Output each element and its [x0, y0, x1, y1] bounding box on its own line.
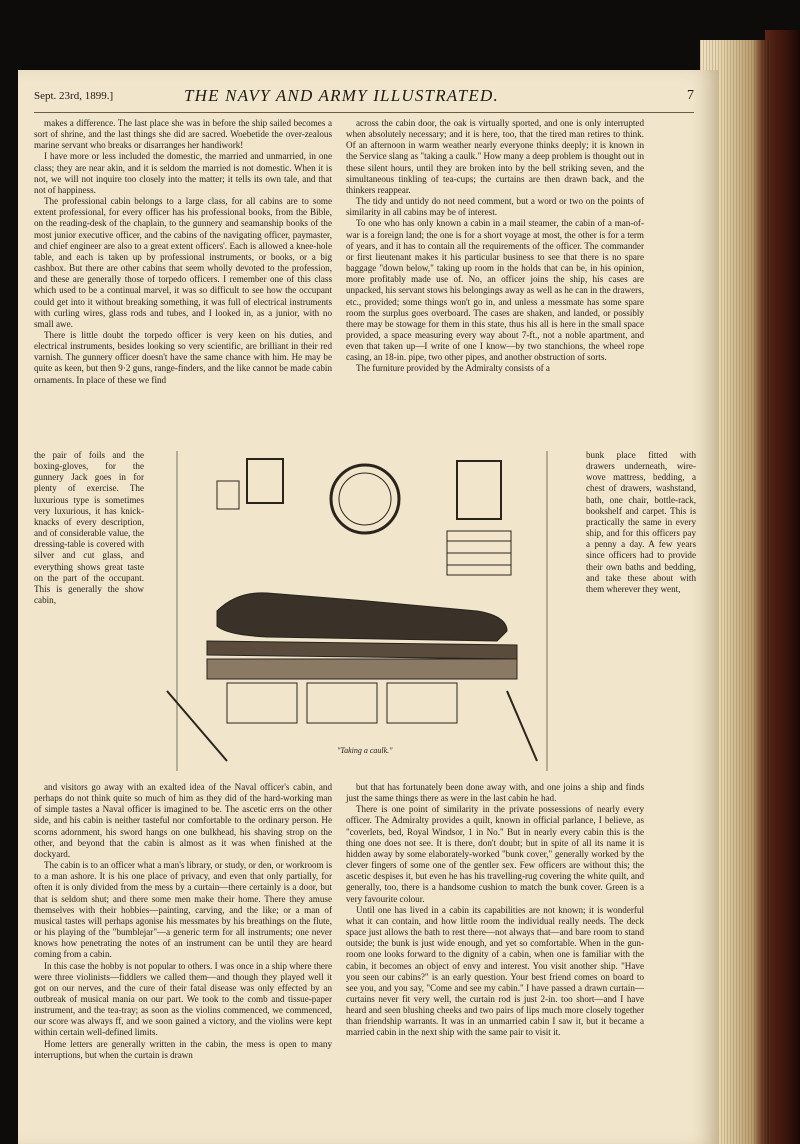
paragraph: The furniture provided by the Admiralty consists of a — [356, 363, 550, 374]
paragraph: The professional cabin belongs to a large class, for all cabins are to some extent professional, for every officer has his professional books, from the Bible, on the reading-desk of the chaplain, to the gunnery and seamanship books of the most junior executive officer, and the cabins of the navigating officer, paymaster, and chief engineer are also to a great extent officers'. Each is allowed a knee-hole table, and each is taken up by professional instruments, or books, or a big cashbox. But there are other cabins that seem wholly devoted to the profession, and these are generally those of torpedo officers. I remember one of this class which used to be a continual marvel, it was so difficult to see how the occupant could get into it without breaking something, it was full of electrical instruments with curling wires, glass rods and tubes, and I looked in, as a junior, with no small awe. — [34, 196, 332, 329]
header-rule — [34, 112, 694, 113]
paragraph: There is little doubt the torpedo officer is very keen on his duties, and electrical instruments, besides looking so very scientific, are brilliant in their red varnish. The gunnery officer doesn't have the same chance with him. He may be quite as keen, but then 9·2 guns, range-finders, and the like cannot be made cabin ornaments. In place of these we find — [34, 329, 332, 385]
left-column-bottom — [34, 782, 332, 1061]
paragraph: across the cabin door, the oak is virtually sported, and one is only interrupted when absolutely necessary; and it is here, too, that the tired man retires to think. Of an afternoon in warm weather nearly everyone thinks deeply; it is known in the Service slang as "taking a caulk." How many a deep problem is thought out in these silent hours, until they are broken into by the bell striking seven, and the simultaneous tinkling of tea-cups; the curtains are then drawn back, and the thinkers reappear. — [346, 118, 644, 195]
left-column-top — [34, 118, 332, 386]
header-title: THE NAVY AND ARMY ILLUSTRATED. — [184, 86, 499, 105]
paragraph: In this case the hobby is not popular to others. I was once in a ship where there were three violinists—fiddlers we called them—and though they played well it got on our nerves, and the cure of their fatal disease was only effected by an outbreak of musical mania on our part. We took to the comb and tissue-paper instrument, and the tea-tray; as soon as the violins commenced, we commenced, our score was always ff, and we soon gained a victory, and the violins were kept within certain well-defined limits. — [34, 960, 332, 1038]
paragraph: and visitors go away with an exalted idea of the Naval officer's cabin, and perhaps do not think quite so much of him as they did of the hard-working man of simple tastes a Naval officer is imagined to be. The ascetic errs on the other side, and his cabin is neither tasteful nor comfortable to the ordinary person. He scorns adornment, his sword hangs on one bulkhead, his shaving strop on the other, and beyond that the cabin is almost as it was when finished at the dockyard. — [34, 782, 332, 859]
magazine-page — [18, 70, 718, 1144]
paragraph: Home letters are generally written in the cabin, the mess is open to many interruptions, but when the curtain is drawn — [34, 1038, 332, 1060]
paragraph: There is one point of similarity in the private possessions of nearly every officer. The Admiralty provides a quilt, known in official parlance, I believe, as "coverlets, bed, Royal Windsor, 1 in No." But in nearly every cabin this is the thing one does not see. It is there, don't doubt; but in spite of all its name it is hidden away by some elaborately-worked "bunk cover," generally worked by the clever fingers of some one of the gentler sex. Few officers are without this; the ascetic despises it, but even he has his travelling-rug covering the white quilt, and generally, too, there is a handsome cushion to match the bunk cover. Green is a very favourite colour. — [346, 804, 644, 904]
paragraph: I have more or less included the domestic, the married and unmarried, in one class; they are near akin, and it is seldom the married is not domestic. When it is not, we will not inquire too closely into the matter; it tells its own tale, and that not of happiness. — [34, 151, 332, 195]
cabin-sketch — [147, 441, 567, 779]
header-date: Sept. 23rd, 1899.] — [34, 90, 114, 102]
book-cover-edge — [765, 30, 800, 1144]
paragraph: To one who has only known a cabin in a mail steamer, the cabin of a man-of-war is a foreign land; the one is for a short voyage at most, the other is for a term of years, and it has to contain all the requirements of the officer. The commander or first lieutenant makes it his particular business to see that there is no spare baggage "down below," taking up room in the holds that can be, in his opinion, more profitably made use of. No, an officer joins the ship, his cases are unpacked, his servant stows his belongings away as well as he can in the drawers, etc., provided; some things won't go in, and unless a messmate has some spare room the surplus goes overboard. The cases are shaken, and landed, or possibly there may be stowage for them in this state, thus his all is here in the small space provided, a space measuring every way about 7-ft., not a noble apartment, and even that taken up—I write of one I know—by two stanchions, the wheel rope casing, an 18-in. pipe, two other pipes, and another obstruction of sorts. — [346, 218, 644, 363]
paragraph: Until one has lived in a cabin its capabilities are not known; it is wonderful what it can contain, and how little room the individual really needs. The deck space just allows the bath to rest there—not always that—and bare room to stand outside; the bunk is just wide enough, and yet so comfortable. When in the gun-room one looks forward to the dignity of a cabin, when one is familiar with the cabin, it becomes an object of envy and interest. You visit another ship. "Have you seen our cabins?" is an early question. Your best friend comes on board to see you, and you say, "Come and see my cabin." I have passed a drawn curtain—curtains never fit very well, the curtain rod is just 2-in. too short—and I have heard and seen blushing cheeks and two pairs of lips much more closely together than friendship warrants. It was in an unmarried cabin I saw it, but it became a married cabin in the next ship with the same pair to visit it. — [346, 904, 644, 1038]
right-side-text: bunk place fitted with drawers underneath, wire-wove mattress, bedding, a chest of drawers, washstand, bath, one chair, bottle-rack, bookshelf and carpet. This is practically the same in every ship, and for this officers pay a penny a day. A few years since officers had to provide their own baths and bedding, and take these about with them wherever they went, — [586, 450, 696, 594]
paragraph: but that has fortunately been done away with, and one joins a ship and finds just the same things there as were in the last cabin he had. — [346, 782, 644, 804]
right-column-top — [346, 118, 644, 375]
paragraph: The cabin is to an officer what a man's library, or study, or den, or workroom is to a man ashore. It is his one place of privacy, and even that only partially, for often it is only divided from the mess by a curtain—there certainly is a door, but that is seldom shut; and there some men make their home. There they amuse themselves with their hobbies—painting, carving, and the like; or a man of musical tastes will perhaps agonise his messmates by his breathings on the flute, or his playing of the "bumblejar"—a generic term for all instruments; one never knows how penetrating the notes of an instrument can be until they are heard coming from a cabin. — [34, 860, 332, 960]
cabin-illustration — [147, 441, 567, 779]
paragraph: The tidy and untidy do not need comment, but a word or two on the points of similarity in all cabins may be of interest. — [346, 196, 644, 218]
running-header — [34, 86, 694, 110]
page-number: 7 — [687, 88, 694, 103]
right-column-bottom — [346, 782, 644, 1039]
illustration-caption: "Taking a caulk." — [337, 746, 393, 755]
paragraph: makes a difference. The last place she was in before the ship sailed becomes a sort of shrine, and the last things she did are sacred. Woebetide the over-zealous marine servant who breaks or disarranges her handiwork! — [34, 118, 332, 151]
left-side-text: the pair of foils and the boxing-gloves, for the gunnery Jack goes in for plenty of exercise. The luxurious type is sometimes very luxurious, it has knick-knacks of every description, and of considerable value, the dressing-table is covered with silver and cut glass, and everything shows great taste on the part of the occupant. This is generally the show cabin, — [34, 450, 144, 606]
